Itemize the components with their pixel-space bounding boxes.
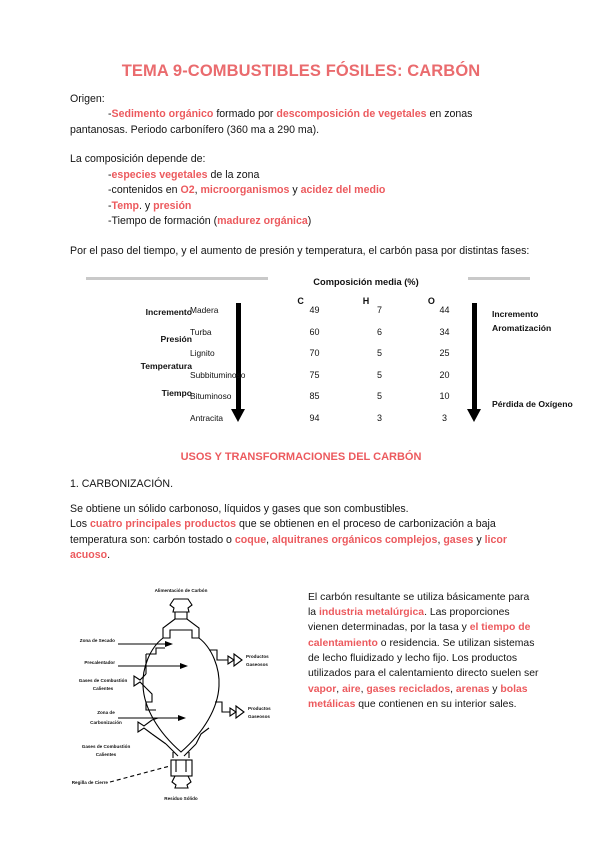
term-o2: O2 bbox=[180, 184, 195, 197]
value-o: 3 bbox=[441, 412, 447, 423]
plain-text: . y bbox=[139, 199, 154, 212]
dash: - bbox=[108, 108, 112, 121]
value-c: 70 bbox=[309, 348, 320, 359]
origin-line-2: pantanosas. Periodo carbonífero (360 ma a 290 ma). bbox=[70, 123, 320, 136]
solid-residue-outlet-icon bbox=[172, 776, 191, 788]
plain-text: que se obtienen en el proceso de carbonización a baja bbox=[236, 518, 496, 531]
label-gaseous-products-top-line2: Gaseosos bbox=[246, 661, 268, 667]
plain-text: tasa y bbox=[439, 622, 470, 634]
carbonization-subheading-text: 1. CARBONIZACIÓN. bbox=[70, 478, 174, 491]
plain-text: El carbón resultante se utiliza básicamente bbox=[308, 591, 506, 603]
plain-text: . bbox=[107, 549, 111, 562]
term-gases: gases bbox=[443, 533, 474, 546]
coal-type-name: Subbituminoso bbox=[190, 369, 246, 380]
term-reciclados: reciclados bbox=[398, 683, 451, 695]
value-h: 6 bbox=[376, 326, 382, 337]
spacer bbox=[70, 230, 532, 244]
composition-rows bbox=[178, 305, 478, 434]
table-row bbox=[178, 348, 478, 370]
explanation-text-block bbox=[302, 582, 540, 804]
term-microorganismos: microorganismos bbox=[200, 184, 290, 197]
origin-plain-1: formado por bbox=[213, 108, 277, 121]
plain-text: contenidos en bbox=[111, 184, 181, 197]
driver-tiempo: Tiempo bbox=[161, 388, 192, 399]
plain-text: , bbox=[450, 683, 456, 695]
term-licor-acuoso: licor acuoso bbox=[70, 533, 507, 562]
term-alquitranes: alquitranes orgánicos complejos bbox=[272, 533, 438, 546]
feed-hopper-icon bbox=[170, 599, 192, 612]
arrow-head-drying bbox=[165, 641, 173, 647]
right-effect-labels bbox=[492, 307, 600, 410]
carbonization-paragraph-1 bbox=[70, 502, 532, 518]
value-o: 44 bbox=[439, 305, 450, 316]
plain-text: Tiempo de formación ( bbox=[111, 215, 218, 228]
rule-left bbox=[86, 277, 268, 280]
plain-text: ) bbox=[307, 215, 312, 228]
label-solid-residue: Residuo Sólido bbox=[164, 795, 198, 801]
plain-text: , bbox=[194, 184, 201, 197]
term-vapor: vapor bbox=[308, 683, 337, 695]
dash: - bbox=[108, 184, 112, 197]
plain-text: Se utilizan sistemas de lecho fluidizado y lecho bbox=[308, 637, 535, 664]
plain-text: fijo. bbox=[432, 652, 449, 664]
plain-text: , bbox=[437, 533, 444, 546]
dash: - bbox=[108, 168, 112, 181]
term-arenas: arenas bbox=[455, 683, 490, 695]
table-row bbox=[178, 327, 478, 349]
term-tiempo-calentamiento: el tiempo de calentamiento bbox=[308, 622, 531, 649]
plain-text: para la bbox=[308, 591, 530, 619]
origin-plain-2: en zonas bbox=[426, 108, 473, 121]
composition-item-3 bbox=[70, 214, 532, 230]
term-aire: aire bbox=[342, 683, 361, 695]
origin-paragraph bbox=[70, 107, 532, 138]
plain-text: contienen en su interior sales. bbox=[378, 698, 517, 710]
plain-text: de la zona bbox=[207, 168, 260, 181]
coal-type-name: Madera bbox=[190, 305, 219, 316]
column-header-h: H bbox=[362, 296, 370, 307]
label-preheater: Precalentador bbox=[84, 659, 115, 665]
label-carbonization-line2: Carbonización bbox=[90, 719, 122, 725]
phases-paragraph bbox=[70, 244, 532, 260]
value-o: 34 bbox=[439, 326, 450, 337]
label-hot-gases-1-line2: Calientes bbox=[92, 685, 114, 691]
composition-item-0 bbox=[70, 168, 532, 184]
term-presion: presión bbox=[153, 199, 192, 212]
lower-section bbox=[70, 582, 540, 804]
value-c: 85 bbox=[309, 391, 320, 402]
value-o: 25 bbox=[439, 348, 450, 359]
plain-text: Las proporciones vienen determinadas, por la bbox=[308, 607, 510, 634]
effect-aromatizacion: Aromatización bbox=[492, 323, 552, 334]
term-bolas-metalicas: bolas metálicas bbox=[308, 683, 528, 710]
term-acidez: acidez del medio bbox=[300, 184, 386, 197]
arrow-head-carbonization bbox=[178, 715, 186, 721]
term-cuatro-productos: cuatro principales productos bbox=[90, 518, 237, 531]
value-c: 94 bbox=[309, 412, 320, 423]
origin-line-1 bbox=[70, 107, 532, 123]
column-header-o: O bbox=[427, 296, 435, 307]
term-coque: coque bbox=[234, 533, 267, 546]
plain-text: directo suelen ser bbox=[456, 668, 539, 680]
spacer bbox=[70, 138, 532, 152]
value-c: 49 bbox=[309, 305, 320, 316]
value-h: 5 bbox=[376, 369, 382, 380]
plain-text: Los productos utilizados para el calentamiento bbox=[308, 652, 518, 680]
value-c: 60 bbox=[309, 326, 320, 337]
value-o: 20 bbox=[439, 369, 450, 380]
value-h: 5 bbox=[376, 348, 382, 359]
term-madurez-organica: madurez orgánica bbox=[217, 215, 308, 228]
plain-text: , bbox=[336, 683, 343, 695]
dash: - bbox=[108, 199, 112, 212]
plain-text: y bbox=[473, 533, 482, 546]
value-c: 75 bbox=[309, 369, 320, 380]
composition-intro-heading bbox=[70, 152, 532, 168]
origin-heading-text: Origen: bbox=[70, 92, 105, 105]
label-hot-gases-2-line1: Gases de Combustión bbox=[81, 743, 131, 749]
label-carbonization-line1: Zona de bbox=[97, 709, 115, 715]
term-temp: Temp bbox=[111, 199, 139, 212]
driver-presion: Presión bbox=[160, 334, 192, 345]
composition-table-title: Composición media (%) bbox=[313, 277, 419, 288]
term-industria-metalurgica: industria metalúrgica bbox=[318, 607, 425, 619]
explanation-paragraph bbox=[308, 590, 540, 712]
label-hot-gases-1-line1: Gases de Combustión bbox=[78, 677, 128, 683]
composition-intro-heading-text: La composición depende de: bbox=[70, 153, 206, 166]
column-header-c: C bbox=[297, 296, 304, 307]
carbonization-furnace-diagram bbox=[70, 582, 302, 804]
page-title: TEMA 9-COMBUSTIBLES FÓSILES: CARBÓN bbox=[121, 62, 481, 80]
table-row bbox=[178, 305, 478, 327]
label-feed: Alimentación de Carbón bbox=[154, 587, 208, 593]
label-gaseous-products-bottom-line2: Gaseosos bbox=[248, 713, 270, 719]
carbonization-subheading bbox=[70, 477, 532, 493]
composition-item-2 bbox=[70, 199, 532, 215]
value-h: 3 bbox=[376, 412, 382, 423]
value-h: 5 bbox=[376, 391, 382, 402]
spacer bbox=[70, 463, 532, 477]
rule-right bbox=[468, 277, 530, 280]
composition-table-figure bbox=[70, 277, 573, 445]
plain-text: y bbox=[289, 184, 301, 197]
origin-term-decomposition: descomposición de vegetales bbox=[276, 108, 427, 121]
label-closing-grate: Regilla de Cierre bbox=[71, 779, 108, 785]
furnace-svg bbox=[70, 582, 302, 804]
driver-incremento: Incremento bbox=[145, 307, 192, 318]
coal-type-name: Antracita bbox=[190, 412, 224, 423]
label-gaseous-products-bottom-line1: Productos bbox=[248, 705, 271, 711]
plain-text: temperatura son: carbón tostado o bbox=[70, 533, 235, 546]
plain-text: . bbox=[424, 607, 427, 619]
coal-type-name: Turba bbox=[190, 326, 212, 337]
value-o: 10 bbox=[439, 391, 450, 402]
label-drying-zone: Zona de Secado bbox=[79, 637, 115, 643]
left-driver-labels bbox=[70, 306, 192, 414]
table-row bbox=[178, 370, 478, 392]
document-content bbox=[70, 62, 573, 804]
spacer bbox=[70, 493, 532, 502]
table-row bbox=[178, 413, 478, 435]
plain-text: , bbox=[266, 533, 272, 546]
label-gaseous-products-top-line1: Productos bbox=[246, 653, 269, 659]
phases-line-1: Por el paso del tiempo, y el aumento de presión y temperatura, el carbón pasa por distintas bbox=[70, 244, 499, 257]
coal-type-name: Bituminoso bbox=[190, 391, 232, 402]
plain-text: y bbox=[489, 683, 501, 695]
carbonization-paragraph-2 bbox=[70, 517, 532, 564]
plain-text: residencia. bbox=[389, 637, 440, 649]
plain-text: que bbox=[355, 698, 376, 710]
arrow-head-preheater bbox=[180, 663, 188, 669]
composition-item-1 bbox=[70, 183, 532, 199]
dash: - bbox=[108, 215, 112, 228]
table-row bbox=[178, 391, 478, 413]
origin-heading bbox=[70, 92, 532, 108]
driver-temperatura: Temperatura bbox=[140, 361, 192, 372]
origin-term-sediment: Sedimento orgánico bbox=[111, 108, 214, 121]
plain-text: Los bbox=[70, 518, 91, 531]
phases-line-2: fases: bbox=[501, 244, 530, 257]
effect-perdida-oxigeno: Pérdida de Oxígeno bbox=[492, 399, 573, 410]
term-gases: gases bbox=[366, 683, 396, 695]
uses-heading: USOS Y TRANSFORMACIONES DEL CARBÓN bbox=[180, 451, 422, 464]
label-hot-gases-2-line2: Calientes bbox=[95, 751, 117, 757]
plain-text: o bbox=[377, 637, 387, 649]
effect-incremento: Incremento bbox=[492, 309, 539, 320]
term-especies-vegetales: especies vegetales bbox=[111, 168, 208, 181]
carbonization-p1-text: Se obtiene un sólido carbonoso, líquidos y gases que son combustibles. bbox=[70, 502, 409, 515]
plain-text: , bbox=[360, 683, 367, 695]
value-h: 7 bbox=[376, 305, 382, 316]
coal-type-name: Lignito bbox=[190, 348, 215, 359]
